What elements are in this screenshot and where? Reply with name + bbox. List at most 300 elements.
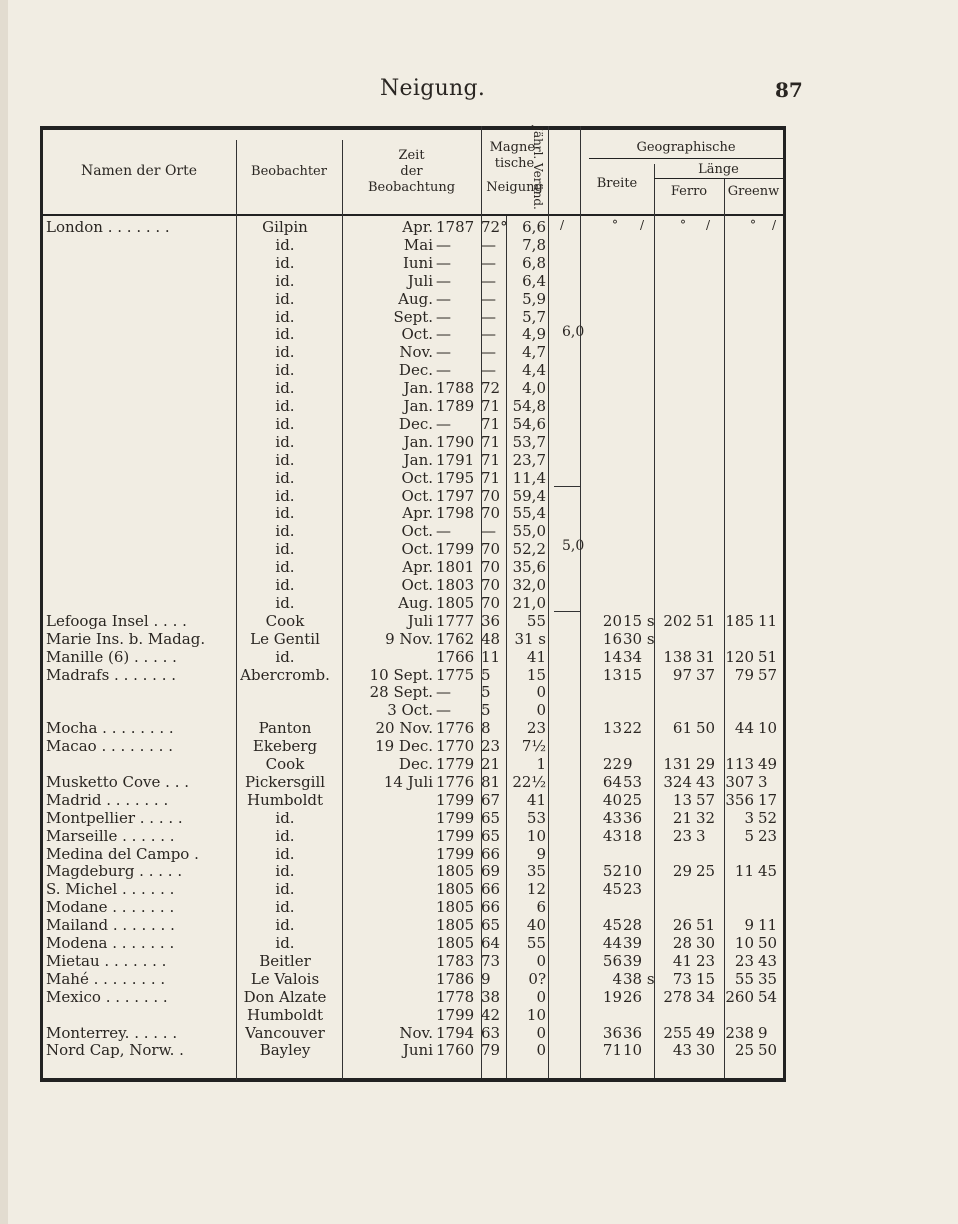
geographic-underline	[589, 158, 783, 159]
greenwich-minutes: 35	[758, 969, 778, 988]
latitude-degrees: 22	[602, 755, 622, 773]
inclination-minutes: 55,0	[512, 522, 546, 541]
place-name	[46, 487, 236, 505]
greenwich-minutes	[758, 343, 788, 361]
latitude-degrees	[588, 308, 622, 326]
table-row	[40, 540, 786, 558]
inclination-degrees: 72	[481, 379, 501, 398]
observation-date: Juni	[402, 1041, 433, 1060]
latitude-degrees	[588, 254, 622, 272]
place-name	[46, 433, 236, 451]
latitude-degrees: 13	[602, 719, 622, 738]
place-name: Mexico . . . . . . .	[46, 987, 168, 1006]
observer-name: id.	[275, 486, 295, 505]
greenwich-degrees	[720, 558, 754, 576]
table-row	[40, 433, 786, 451]
ferro-degrees	[656, 379, 692, 397]
observation-date: Iuni	[402, 253, 433, 272]
table-row	[40, 290, 786, 308]
place-name	[46, 576, 236, 594]
greenwich-minutes: 52	[758, 808, 778, 827]
latitude-degrees	[588, 325, 622, 343]
table-top-rule	[40, 126, 786, 130]
table-row	[40, 701, 786, 719]
ferro-degrees: 131	[663, 755, 692, 773]
inclination-degrees: 21	[481, 755, 501, 773]
greenwich-degrees	[720, 325, 754, 343]
greenwich-degrees	[720, 576, 754, 594]
place-name: London . . . . . . .	[46, 218, 170, 236]
observation-year: 1779	[436, 755, 475, 773]
ferro-minutes: 32	[696, 808, 716, 827]
observation-year: 1799	[436, 826, 475, 845]
latitude-degrees	[588, 433, 622, 451]
greenwich-degrees	[720, 898, 754, 916]
inclination-degrees: —	[481, 522, 496, 541]
ferro-degrees	[656, 487, 692, 505]
table-row	[40, 970, 786, 988]
observation-year: 1805	[436, 862, 475, 881]
inclination-minutes: 5,9	[522, 289, 546, 308]
table-row	[40, 469, 786, 487]
table-row	[40, 451, 786, 469]
inclination-degrees: —	[481, 253, 496, 272]
place-name	[46, 594, 236, 612]
observer-name: id.	[275, 808, 295, 827]
latitude-minutes: 34	[623, 647, 643, 666]
inclination-minutes: 22½	[512, 772, 546, 791]
ferro-minutes: 30	[696, 1041, 716, 1060]
latitude-degrees: 64	[602, 772, 622, 791]
inclination-degrees: 70	[481, 593, 501, 612]
greenwich-degrees	[720, 343, 754, 361]
observer-name: id.	[275, 540, 295, 559]
observation-date	[345, 916, 433, 934]
inclination-minutes: 53,7	[512, 432, 546, 451]
ferro-degrees	[656, 361, 692, 379]
greenwich-degrees: 25	[734, 1041, 754, 1060]
table-row	[40, 254, 786, 272]
table-bottom-rule	[40, 1078, 786, 1082]
latitude-degrees	[588, 361, 622, 379]
place-name: Mocha . . . . . . . .	[46, 719, 174, 738]
greenwich-minutes	[758, 236, 788, 254]
table-row	[40, 988, 786, 1006]
place-name: Mailand . . . . . . .	[46, 916, 175, 935]
greenwich-minutes	[758, 361, 788, 379]
latitude-degrees	[588, 558, 622, 576]
greenwich-minutes: 23	[758, 826, 778, 845]
table-row	[40, 522, 786, 540]
table-row	[40, 1041, 786, 1059]
observer-name: id.	[275, 826, 295, 845]
table-row	[40, 504, 786, 522]
observation-year: —	[436, 235, 451, 254]
inclination-minutes: 10	[526, 1005, 546, 1024]
observation-year: 1797	[436, 486, 475, 505]
observation-date: 19 Dec.	[375, 737, 433, 756]
inclination-minutes: 6,4	[522, 271, 546, 290]
ferro-degrees	[656, 433, 692, 451]
inclination-minutes: 31 s	[514, 629, 546, 648]
table-row	[40, 558, 786, 576]
inclination-minutes: 4,7	[522, 343, 546, 362]
greenwich-degrees: 260	[725, 987, 754, 1006]
observer-name: id.	[275, 343, 295, 362]
ferro-degrees: 23	[672, 826, 692, 845]
inclination-minutes: 35	[526, 862, 546, 881]
table-row	[40, 666, 786, 684]
greenwich-minutes	[758, 487, 788, 505]
place-name: Madrafs . . . . . . .	[46, 665, 177, 684]
inclination-minutes: 1	[536, 755, 546, 773]
inclination-degrees: 72°	[481, 218, 508, 236]
ferro-degrees: 73	[672, 969, 692, 988]
greenwich-minutes	[758, 379, 788, 397]
latitude-degrees: 16	[602, 629, 622, 648]
observation-year: —	[436, 253, 451, 272]
latitude-minutes: 39	[623, 951, 643, 970]
greenwich-minutes	[758, 218, 788, 236]
latitude-degrees	[588, 594, 622, 612]
place-name	[46, 504, 236, 522]
ferro-degrees: 97	[672, 665, 692, 684]
greenwich-minutes	[758, 737, 788, 755]
inclination-degrees: 70	[481, 558, 501, 577]
place-name	[46, 343, 236, 361]
inclination-degrees: 71	[481, 414, 501, 433]
observation-date: Oct.	[401, 486, 433, 505]
table-row	[40, 379, 786, 397]
latitude-degrees	[588, 576, 622, 594]
observation-date	[345, 648, 433, 666]
place-name	[46, 469, 236, 487]
ferro-degrees	[656, 254, 692, 272]
observation-year: 1805	[436, 898, 475, 917]
observation-year: 1786	[436, 969, 475, 988]
table-row	[40, 898, 786, 916]
latitude-degrees	[588, 487, 622, 505]
table-row	[40, 755, 786, 773]
table-row	[40, 361, 786, 379]
greenwich-minutes: 17	[758, 790, 778, 809]
observer-name: id.	[275, 593, 295, 612]
inclination-degrees: 5	[481, 683, 491, 702]
latitude-degrees	[588, 898, 622, 916]
greenwich-minutes: 43	[758, 951, 778, 970]
observation-date: Sept.	[393, 307, 433, 326]
inclination-degrees: 48	[481, 629, 501, 648]
inclination-degrees: 65	[481, 808, 501, 827]
inclination-degrees: 70	[481, 540, 501, 559]
observation-year: —	[436, 325, 451, 344]
greenwich-degrees: 55	[734, 969, 754, 988]
greenwich-degrees	[720, 361, 754, 379]
ferro-minutes: 30	[696, 934, 716, 952]
inclination-degrees: 36	[481, 611, 501, 630]
ferro-degrees: 202	[663, 611, 692, 630]
greenwich-minutes: 50	[758, 934, 778, 952]
observation-year: 1790	[436, 432, 475, 451]
place-name	[46, 701, 236, 719]
inclination-table	[40, 126, 786, 1084]
inclination-minutes: 21,0	[512, 593, 546, 612]
observer-name: id.	[275, 397, 295, 415]
greenwich-minutes	[758, 290, 788, 308]
observation-year: —	[436, 271, 451, 290]
observer-name: id.	[275, 522, 295, 541]
inclination-degrees: 70	[481, 486, 501, 505]
latitude-minutes: 25	[623, 790, 643, 809]
place-name: Medina del Campo .	[46, 844, 199, 863]
annual-change-value: 6,0	[562, 324, 585, 340]
latitude-degrees	[588, 236, 622, 254]
observation-year: 1762	[436, 629, 475, 648]
observation-year: 1794	[436, 1023, 475, 1042]
greenwich-degrees	[720, 290, 754, 308]
ferro-degrees	[656, 845, 692, 863]
observation-date: Juli	[407, 611, 433, 630]
observation-year: —	[436, 522, 451, 541]
latitude-degrees: 45	[602, 880, 622, 899]
observation-date	[345, 970, 433, 988]
inclination-minutes: 7½	[521, 737, 546, 756]
greenwich-degrees	[720, 236, 754, 254]
observation-date: Jan.	[403, 397, 433, 415]
ferro-degrees	[656, 558, 692, 576]
greenwich-minutes: 10	[758, 719, 778, 738]
latitude-minutes: 28	[623, 916, 643, 935]
table-row	[40, 1006, 786, 1024]
latitude-minutes: 15 s	[623, 611, 655, 630]
inclination-minutes: 40	[526, 916, 546, 935]
greenwich-minutes	[758, 683, 788, 701]
place-name	[46, 451, 236, 469]
latitude-degrees	[588, 272, 622, 290]
greenwich-minutes	[758, 576, 788, 594]
greenwich-degrees	[720, 1006, 754, 1024]
table-row	[40, 236, 786, 254]
inclination-degrees: 11	[481, 647, 501, 666]
greenwich-minutes: 3	[758, 772, 768, 791]
place-name	[46, 361, 236, 379]
latitude-degrees	[588, 343, 622, 361]
observation-date: 14 Juli	[383, 772, 433, 791]
observer-name: id.	[275, 880, 295, 899]
inclination-minutes: 0	[536, 683, 546, 702]
place-name	[46, 236, 236, 254]
observer-name: Cook	[265, 611, 305, 630]
greenwich-degrees	[720, 737, 754, 755]
ferro-minutes: 29	[696, 755, 716, 773]
greenwich-minutes	[758, 308, 788, 326]
greenwich-minutes	[758, 522, 788, 540]
observation-year: 1795	[436, 468, 475, 487]
observer-name: id.	[275, 576, 295, 594]
ferro-degrees	[656, 236, 692, 254]
ferro-minutes: 23	[696, 951, 716, 970]
latitude-degrees	[588, 504, 622, 522]
inclination-minutes: 7,8	[522, 235, 546, 254]
observer-name: id.	[275, 898, 295, 917]
greenwich-degrees	[720, 397, 754, 415]
latitude-degrees: 52	[602, 862, 622, 881]
greenwich-degrees: 5	[744, 826, 754, 845]
greenwich-minutes	[758, 898, 788, 916]
laenge-underline	[654, 178, 783, 179]
inclination-degrees: —	[481, 289, 496, 308]
greenwich-degrees	[720, 683, 754, 701]
place-name	[46, 540, 236, 558]
latitude-minutes: 38 s	[623, 969, 655, 988]
observation-year: 1799	[436, 808, 475, 827]
table-row	[40, 487, 786, 505]
unit-ferro-deg: °	[680, 218, 686, 232]
observer-name: Abercromb.	[240, 665, 330, 684]
inclination-minutes: 59,4	[512, 486, 546, 505]
inclination-degrees: 9	[481, 969, 491, 988]
inclination-minutes: 0?	[528, 969, 546, 988]
observer-name: Ekeberg	[252, 737, 318, 756]
ferro-degrees	[656, 308, 692, 326]
latitude-degrees	[588, 540, 622, 558]
observation-year: 1791	[436, 450, 475, 469]
greenwich-degrees: 3	[744, 808, 754, 827]
ferro-minutes: 51	[696, 916, 716, 935]
greenwich-degrees	[720, 540, 754, 558]
observer-name: id.	[275, 379, 295, 398]
observer-name: id.	[275, 558, 295, 577]
observation-year: —	[436, 683, 451, 702]
latitude-degrees	[588, 397, 622, 415]
observation-date	[345, 791, 433, 809]
greenwich-degrees: 356	[725, 790, 754, 809]
table-row	[40, 397, 786, 415]
table-row	[40, 916, 786, 934]
observation-date: 28 Sept.	[369, 683, 433, 702]
ferro-minutes: 31	[696, 647, 716, 666]
inclination-minutes: 54,8	[512, 397, 546, 415]
ferro-minutes: 34	[696, 987, 716, 1006]
observation-date: Dec.	[398, 361, 433, 380]
table-row	[40, 880, 786, 898]
latitude-minutes: 23	[623, 880, 643, 899]
observation-year: 1777	[436, 611, 475, 630]
latitude-degrees	[588, 415, 622, 433]
inclination-minutes: 0	[536, 951, 546, 970]
place-name	[46, 290, 236, 308]
greenwich-degrees	[720, 218, 754, 236]
observation-date: Nov.	[399, 343, 433, 362]
observation-date	[345, 952, 433, 970]
table-row	[40, 630, 786, 648]
table-row	[40, 648, 786, 666]
latitude-minutes: 10	[623, 862, 643, 881]
greenwich-degrees: 120	[725, 647, 754, 666]
observation-year: 1766	[436, 647, 475, 666]
observation-year: 1805	[436, 593, 475, 612]
observer-name: Cook	[265, 755, 305, 773]
greenwich-degrees	[720, 594, 754, 612]
ferro-minutes: 25	[696, 862, 716, 881]
greenwich-degrees	[720, 845, 754, 863]
greenwich-minutes	[758, 594, 788, 612]
annual-change-value: 5,0	[562, 538, 585, 554]
observer-name: Gilpin	[262, 218, 308, 236]
greenwich-degrees	[720, 701, 754, 719]
observation-date	[345, 934, 433, 952]
greenwich-degrees: 79	[734, 665, 754, 684]
observation-year: 1798	[436, 504, 475, 523]
greenwich-degrees: 10	[734, 934, 754, 952]
greenwich-degrees	[720, 415, 754, 433]
inclination-minutes: 4,0	[522, 379, 546, 398]
header-geographic: Geographische	[636, 140, 736, 155]
inclination-degrees: —	[481, 325, 496, 344]
inclination-degrees: 38	[481, 987, 501, 1006]
inclination-minutes: 0	[536, 1041, 546, 1060]
inclination-minutes: 0	[536, 701, 546, 720]
latitude-degrees: 56	[602, 951, 622, 970]
inclination-degrees: 69	[481, 862, 501, 881]
inclination-minutes: 5,7	[522, 307, 546, 326]
observation-year: 1776	[436, 772, 475, 791]
header-time-1: Zeit	[398, 148, 425, 163]
observation-date: Oct.	[401, 468, 433, 487]
greenwich-minutes	[758, 630, 788, 648]
latitude-degrees: 36	[602, 1023, 622, 1042]
inclination-minutes: 41	[526, 647, 546, 666]
inclination-minutes: 0	[536, 1023, 546, 1042]
inclination-minutes: 55	[526, 934, 546, 952]
ferro-degrees	[656, 218, 692, 236]
place-name: S. Michel . . . . . .	[46, 880, 175, 899]
ferro-degrees: 138	[663, 647, 692, 666]
greenwich-minutes	[758, 845, 788, 863]
latitude-minutes: 22	[623, 719, 643, 738]
inclination-degrees: 70	[481, 576, 501, 594]
place-name	[46, 272, 236, 290]
ferro-degrees	[656, 522, 692, 540]
inclination-minutes: 35,6	[512, 558, 546, 577]
observation-date: Nov.	[399, 1023, 433, 1042]
observation-date	[345, 880, 433, 898]
inclination-minutes: 4,9	[522, 325, 546, 344]
observation-year: 1799	[436, 1005, 475, 1024]
inclination-degrees: —	[481, 361, 496, 380]
inclination-degrees: 79	[481, 1041, 501, 1060]
latitude-minutes: 15	[623, 665, 643, 684]
latitude-minutes: 36	[623, 1023, 643, 1042]
inclination-minutes: 9	[536, 844, 546, 863]
observer-name: id.	[275, 432, 295, 451]
header-longitude: Länge	[698, 162, 739, 177]
observation-year: 1801	[436, 558, 475, 577]
header-places: Namen der Orte	[80, 163, 198, 179]
latitude-degrees: 43	[602, 808, 622, 827]
inclination-degrees: 71	[481, 468, 501, 487]
ferro-degrees	[656, 540, 692, 558]
observation-date	[345, 1006, 433, 1024]
observer-name: Bayley	[259, 1041, 311, 1060]
inclination-minutes: 55	[526, 611, 546, 630]
observer-name	[228, 701, 342, 719]
greenwich-degrees: 113	[725, 755, 754, 773]
inclination-degrees: 65	[481, 826, 501, 845]
inclination-degrees: 64	[481, 934, 501, 952]
place-name: Mahé . . . . . . . .	[46, 969, 166, 988]
latitude-minutes: 36	[623, 808, 643, 827]
